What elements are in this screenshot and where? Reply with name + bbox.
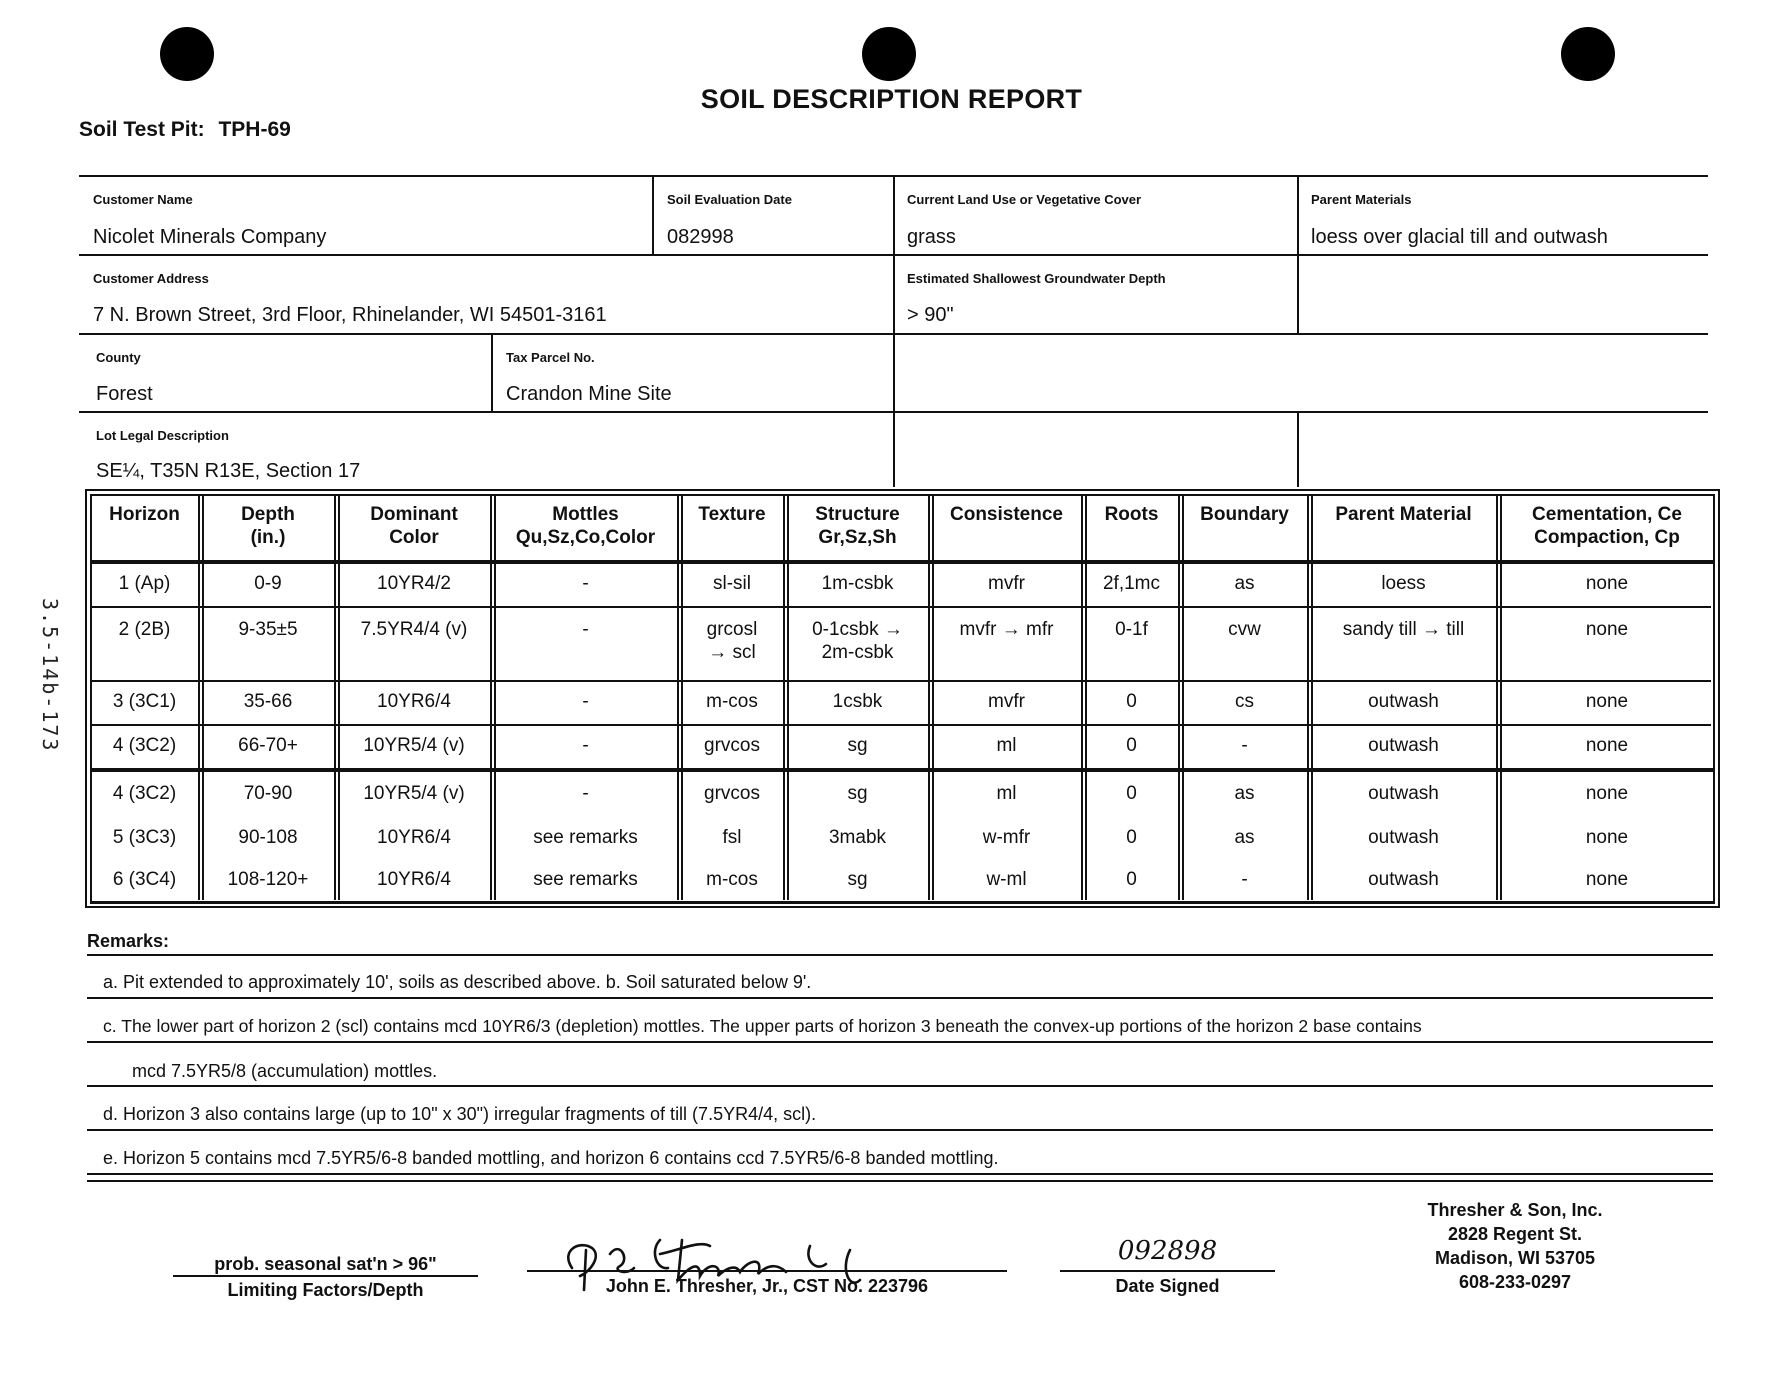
column-header bbox=[202, 503, 334, 549]
table-cell-texture bbox=[681, 826, 783, 849]
column-header bbox=[681, 503, 783, 526]
table-cell-cementation bbox=[1500, 618, 1714, 641]
table-cell-roots bbox=[1085, 572, 1178, 595]
cell-text: - bbox=[582, 573, 589, 594]
cell-text: 90-108 bbox=[238, 827, 298, 848]
date-signed-label: Date Signed bbox=[1115, 1276, 1220, 1296]
table-cell-structure bbox=[787, 618, 928, 664]
report-title: SOIL DESCRIPTION REPORT bbox=[700, 84, 1083, 114]
table-cell-depth bbox=[202, 868, 334, 891]
cell-text: 10YR6/4 bbox=[377, 827, 451, 848]
table-cell-roots bbox=[1085, 868, 1178, 891]
remark-rule bbox=[87, 954, 1713, 956]
county-value: Forest bbox=[96, 383, 153, 405]
land-use-value: grass bbox=[907, 226, 956, 248]
table-cell-consistence bbox=[932, 782, 1081, 805]
cell-text: grvcos bbox=[704, 783, 760, 804]
cell-text: 10YR5/4 (v) bbox=[363, 783, 465, 804]
remark-rule bbox=[87, 1085, 1713, 1087]
column-separator bbox=[1496, 494, 1498, 900]
column-header-line: Horizon bbox=[109, 504, 180, 525]
column-header-line: Color bbox=[389, 527, 439, 548]
table-cell-cementation bbox=[1500, 782, 1714, 805]
table-cell-horizon bbox=[91, 826, 198, 849]
company-name: Thresher & Son, Inc. bbox=[1427, 1200, 1603, 1220]
table-cell-structure bbox=[787, 868, 928, 891]
cell-text: 1csbk bbox=[832, 691, 883, 712]
cell-text: w-ml bbox=[986, 869, 1027, 890]
cell-text: 5 (3C3) bbox=[112, 827, 177, 848]
grid-line bbox=[1297, 411, 1299, 487]
date-signed-line bbox=[1060, 1270, 1275, 1272]
cell-text: mvfr bbox=[988, 573, 1025, 594]
row-separator bbox=[90, 606, 1711, 608]
remark-rule bbox=[87, 1041, 1713, 1043]
cell-text: sandy till → till bbox=[1342, 619, 1465, 640]
table-cell-parent bbox=[1311, 782, 1496, 805]
table-cell-horizon bbox=[91, 572, 198, 595]
table-cell-depth bbox=[202, 690, 334, 713]
cell-text: 0 bbox=[1126, 783, 1137, 804]
column-header-line: Mottles bbox=[552, 504, 619, 525]
cell-text: 0 bbox=[1126, 735, 1137, 756]
table-cell-texture bbox=[681, 572, 783, 595]
tax-parcel-label: Tax Parcel No. bbox=[506, 350, 595, 365]
table-cell-consistence bbox=[932, 868, 1081, 891]
table-cell-horizon bbox=[91, 734, 198, 757]
cell-text: 4 (3C2) bbox=[112, 735, 177, 756]
tax-parcel-value: Crandon Mine Site bbox=[506, 383, 672, 405]
punch-hole-center bbox=[862, 27, 916, 81]
cell-text: 0-9 bbox=[254, 573, 282, 594]
limiting-factors-label: Limiting Factors/Depth bbox=[227, 1280, 424, 1300]
column-header-line: Roots bbox=[1104, 504, 1159, 525]
company-street: 2828 Regent St. bbox=[1447, 1224, 1583, 1244]
cell-text: - bbox=[582, 619, 589, 640]
table-cell-cementation bbox=[1500, 826, 1714, 849]
cell-text: fsl bbox=[722, 827, 742, 848]
cell-text: outwash bbox=[1368, 869, 1439, 890]
cell-text: 3mabk bbox=[828, 827, 887, 848]
customer-address-value: 7 N. Brown Street, 3rd Floor, Rhinelander, WI 54501-3161 bbox=[93, 304, 607, 326]
table-cell-roots bbox=[1085, 782, 1178, 805]
remarks-title: Remarks: bbox=[87, 931, 170, 951]
cell-text: ml bbox=[996, 735, 1017, 756]
table-cell-mottles bbox=[494, 572, 677, 595]
table-cell-roots bbox=[1085, 618, 1178, 641]
cell-text: sg bbox=[847, 869, 868, 890]
table-cell-horizon bbox=[91, 690, 198, 713]
table-cell-mottles bbox=[494, 826, 677, 849]
signature-line bbox=[527, 1270, 1007, 1272]
cell-text: 66-70+ bbox=[238, 735, 298, 756]
table-cell-consistence bbox=[932, 734, 1081, 757]
company-city: Madison, WI 53705 bbox=[1434, 1248, 1596, 1268]
cell-text: 3 (3C1) bbox=[112, 691, 177, 712]
table-cell-cementation bbox=[1500, 734, 1714, 757]
column-separator bbox=[1307, 494, 1309, 900]
remark-rule bbox=[87, 1173, 1713, 1175]
grid-line bbox=[491, 333, 493, 411]
column-separator bbox=[198, 494, 200, 900]
cell-text: 0 bbox=[1126, 827, 1137, 848]
cell-text: 1m-csbk bbox=[821, 573, 894, 594]
table-cell-color bbox=[338, 782, 490, 805]
table-cell-depth bbox=[202, 782, 334, 805]
table-cell-depth bbox=[202, 734, 334, 757]
column-header bbox=[932, 503, 1081, 526]
cell-text: - bbox=[582, 691, 589, 712]
test-pit-value: TPH-69 bbox=[218, 118, 291, 141]
column-header-line: Cementation, Ce bbox=[1532, 504, 1682, 525]
cell-text: outwash bbox=[1368, 735, 1439, 756]
cell-text: none bbox=[1585, 869, 1629, 890]
table-cell-cementation bbox=[1500, 690, 1714, 713]
cell-text: 10YR4/2 bbox=[377, 573, 451, 594]
table-cell-boundary bbox=[1182, 868, 1307, 891]
limiting-factors-line bbox=[173, 1275, 478, 1277]
table-cell-boundary bbox=[1182, 690, 1307, 713]
column-header-line: Structure bbox=[815, 504, 900, 525]
column-header-line: Consistence bbox=[950, 504, 1063, 525]
column-header-line: Qu,Sz,Co,Color bbox=[515, 527, 656, 548]
table-cell-horizon bbox=[91, 618, 198, 641]
row-separator bbox=[90, 724, 1711, 726]
cell-text: 0-1f bbox=[1115, 619, 1148, 640]
cell-text: as bbox=[1234, 827, 1255, 848]
column-separator bbox=[928, 494, 930, 900]
cell-text: m-cos bbox=[706, 691, 758, 712]
cell-text: - bbox=[1241, 735, 1248, 756]
cell-text: see remarks bbox=[533, 827, 638, 848]
table-cell-color bbox=[338, 734, 490, 757]
cell-text: outwash bbox=[1368, 691, 1439, 712]
company-block bbox=[1360, 1198, 1670, 1294]
cell-text: 70-90 bbox=[243, 783, 293, 804]
table-cell-consistence bbox=[932, 618, 1081, 641]
cell-text: - bbox=[1241, 869, 1248, 890]
customer-name-value: Nicolet Minerals Company bbox=[93, 226, 327, 248]
grid-line bbox=[893, 175, 895, 487]
column-separator bbox=[783, 494, 785, 900]
table-cell-texture bbox=[681, 734, 783, 757]
table-cell-structure bbox=[787, 734, 928, 757]
table-cell-color bbox=[338, 868, 490, 891]
cell-text: 10YR6/4 bbox=[377, 691, 451, 712]
cell-text: 7.5YR4/4 (v) bbox=[360, 619, 468, 640]
cell-text: m-cos bbox=[706, 869, 758, 890]
table-cell-texture bbox=[681, 782, 783, 805]
cell-text: cs bbox=[1235, 691, 1254, 712]
column-header-line: Compaction, Cp bbox=[1534, 527, 1680, 548]
cell-text: 1 (Ap) bbox=[118, 573, 171, 594]
cell-text: loess bbox=[1381, 573, 1426, 594]
table-cell-structure bbox=[787, 690, 928, 713]
table-cell-consistence bbox=[932, 572, 1081, 595]
column-header bbox=[91, 503, 198, 526]
column-header-line: Parent Material bbox=[1335, 504, 1472, 525]
cell-text: - bbox=[582, 735, 589, 756]
cell-text: as bbox=[1234, 573, 1255, 594]
cell-text: grvcos bbox=[704, 735, 760, 756]
table-cell-mottles bbox=[494, 618, 677, 641]
cell-text: 4 (3C2) bbox=[112, 783, 177, 804]
cell-text: outwash bbox=[1368, 827, 1439, 848]
cell-text: none bbox=[1585, 573, 1629, 594]
table-cell-consistence bbox=[932, 690, 1081, 713]
cell-text: none bbox=[1585, 735, 1629, 756]
column-separator bbox=[490, 494, 492, 900]
cell-text: none bbox=[1585, 827, 1629, 848]
table-cell-parent bbox=[1311, 618, 1496, 641]
table-cell-roots bbox=[1085, 690, 1178, 713]
remark-d: d. Horizon 3 also contains large (up to 10" x 30") irregular fragments of till (7.5YR4/4, scl). bbox=[103, 1104, 817, 1124]
table-cell-parent bbox=[1311, 868, 1496, 891]
table-cell-parent bbox=[1311, 690, 1496, 713]
cell-text: mvfr bbox=[988, 691, 1025, 712]
grid-line bbox=[1297, 175, 1299, 333]
remark-rule bbox=[87, 1180, 1713, 1182]
cell-text: 0 bbox=[1126, 691, 1137, 712]
land-use-label: Current Land Use or Vegetative Cover bbox=[907, 192, 1142, 207]
cell-text: as bbox=[1234, 783, 1255, 804]
table-cell-boundary bbox=[1182, 782, 1307, 805]
cell-text: none bbox=[1585, 691, 1629, 712]
limiting-factors-value: prob. seasonal sat'n > 96" bbox=[214, 1254, 437, 1274]
cell-text: sg bbox=[847, 783, 868, 804]
cell-text: w-mfr bbox=[982, 827, 1031, 848]
remark-c: c. The lower part of horizon 2 (scl) contains mcd 10YR6/3 (depletion) mottles. The upper parts of horizon 3 beneath the convex-up portions of the horizon 2 base contains bbox=[103, 1016, 1422, 1036]
cell-text: 0 bbox=[1126, 869, 1137, 890]
customer-address-label: Customer Address bbox=[93, 271, 209, 286]
table-cell-depth bbox=[202, 826, 334, 849]
cell-text: see remarks bbox=[533, 869, 638, 890]
remark-e: e. Horizon 5 contains mcd 7.5YR5/6-8 banded mottling, and horizon 6 contains ccd 7.5YR5/6-8 banded mottling. bbox=[103, 1148, 999, 1168]
lot-legal-value: SE¼, T35N R13E, Section 17 bbox=[96, 460, 361, 482]
column-header-line: Depth bbox=[241, 504, 295, 525]
cell-text: sg bbox=[847, 735, 868, 756]
table-cell-parent bbox=[1311, 734, 1496, 757]
table-cell-color bbox=[338, 618, 490, 641]
parent-materials-label: Parent Materials bbox=[1311, 192, 1412, 207]
column-separator bbox=[1178, 494, 1180, 900]
date-signed-value: 092898 bbox=[1117, 1236, 1218, 1266]
test-pit-label: Soil Test Pit: bbox=[79, 118, 205, 141]
remark-rule bbox=[87, 1129, 1713, 1131]
punch-hole-left bbox=[160, 27, 214, 81]
county-label: County bbox=[96, 350, 141, 365]
column-header-line: Gr,Sz,Sh bbox=[818, 527, 897, 548]
column-header bbox=[1182, 503, 1307, 526]
column-header bbox=[338, 503, 490, 549]
cell-text: 108-120+ bbox=[227, 869, 309, 890]
signer-name: John E. Thresher, Jr., CST No. 223796 bbox=[605, 1276, 929, 1296]
remark-c-cont: mcd 7.5YR5/8 (accumulation) mottles. bbox=[132, 1061, 438, 1081]
column-separator bbox=[334, 494, 336, 900]
table-cell-horizon bbox=[91, 868, 198, 891]
table-cell-texture bbox=[681, 690, 783, 713]
table-cell-boundary bbox=[1182, 572, 1307, 595]
table-cell-depth bbox=[202, 572, 334, 595]
remark-rule bbox=[87, 997, 1713, 999]
soil-eval-date-value: 082998 bbox=[667, 226, 734, 248]
table-cell-roots bbox=[1085, 734, 1178, 757]
cell-text: none bbox=[1585, 783, 1629, 804]
cell-text: 2m-csbk bbox=[821, 642, 894, 663]
column-separator bbox=[1081, 494, 1083, 900]
cell-text: 0-1csbk → bbox=[812, 619, 903, 640]
column-header-line: Dominant bbox=[370, 504, 458, 525]
table-cell-depth bbox=[202, 618, 334, 641]
groundwater-depth-label: Estimated Shallowest Groundwater Depth bbox=[907, 271, 1166, 286]
column-header-line: Boundary bbox=[1200, 504, 1289, 525]
cell-text: ml bbox=[996, 783, 1017, 804]
soil-eval-date-label: Soil Evaluation Date bbox=[667, 192, 792, 207]
cell-text: 6 (3C4) bbox=[112, 869, 177, 890]
cell-text: grcosl bbox=[706, 619, 758, 640]
cell-text: 10YR5/4 (v) bbox=[363, 735, 465, 756]
table-cell-cementation bbox=[1500, 572, 1714, 595]
column-header bbox=[1085, 503, 1178, 526]
test-pit bbox=[79, 118, 291, 142]
cell-text: outwash bbox=[1368, 783, 1439, 804]
parent-materials-value: loess over glacial till and outwash bbox=[1311, 226, 1608, 248]
column-header-line: Texture bbox=[698, 504, 766, 525]
margin-note: 3.5-14b-173 bbox=[38, 598, 62, 753]
column-header bbox=[1500, 503, 1714, 549]
cell-text: - bbox=[582, 783, 589, 804]
table-cell-mottles bbox=[494, 734, 677, 757]
cell-text: 35-66 bbox=[243, 691, 293, 712]
table-cell-consistence bbox=[932, 826, 1081, 849]
punch-hole-right bbox=[1561, 27, 1615, 81]
cell-text: sl-sil bbox=[713, 573, 751, 594]
table-cell-boundary bbox=[1182, 826, 1307, 849]
cell-text: → scl bbox=[708, 642, 756, 663]
table-cell-mottles bbox=[494, 782, 677, 805]
grid-line bbox=[652, 175, 654, 254]
table-cell-texture bbox=[681, 618, 783, 664]
table-cell-texture bbox=[681, 868, 783, 891]
table-cell-mottles bbox=[494, 690, 677, 713]
table-cell-boundary bbox=[1182, 618, 1307, 641]
groundwater-depth-value: > 90" bbox=[907, 304, 954, 326]
cell-text: 9-35±5 bbox=[238, 619, 298, 640]
column-header-line: (in.) bbox=[250, 527, 286, 548]
table-cell-color bbox=[338, 690, 490, 713]
company-phone: 608-233-0297 bbox=[1458, 1272, 1572, 1292]
table-cell-boundary bbox=[1182, 734, 1307, 757]
table-cell-structure bbox=[787, 782, 928, 805]
table-cell-cementation bbox=[1500, 868, 1714, 891]
column-separator bbox=[677, 494, 679, 900]
table-cell-structure bbox=[787, 826, 928, 849]
table-cell-parent bbox=[1311, 572, 1496, 595]
cell-text: 10YR6/4 bbox=[377, 869, 451, 890]
table-cell-color bbox=[338, 826, 490, 849]
table-cell-roots bbox=[1085, 826, 1178, 849]
table-cell-color bbox=[338, 572, 490, 595]
customer-name-label: Customer Name bbox=[93, 192, 193, 207]
row-separator bbox=[90, 680, 1711, 682]
cell-text: none bbox=[1585, 619, 1629, 640]
column-header bbox=[494, 503, 677, 549]
table-cell-parent bbox=[1311, 826, 1496, 849]
cell-text: cvw bbox=[1228, 619, 1261, 640]
cell-text: 2 (2B) bbox=[118, 619, 171, 640]
column-header bbox=[787, 503, 928, 549]
remark-a-b: a. Pit extended to approximately 10', soils as described above. b. Soil saturated below 9'. bbox=[103, 972, 812, 992]
cell-text: mvfr → mfr bbox=[959, 619, 1054, 640]
table-cell-horizon bbox=[91, 782, 198, 805]
table-cell-structure bbox=[787, 572, 928, 595]
table-cell-mottles bbox=[494, 868, 677, 891]
lot-legal-label: Lot Legal Description bbox=[96, 428, 229, 443]
cell-text: 2f,1mc bbox=[1102, 573, 1161, 594]
column-header bbox=[1311, 503, 1496, 526]
